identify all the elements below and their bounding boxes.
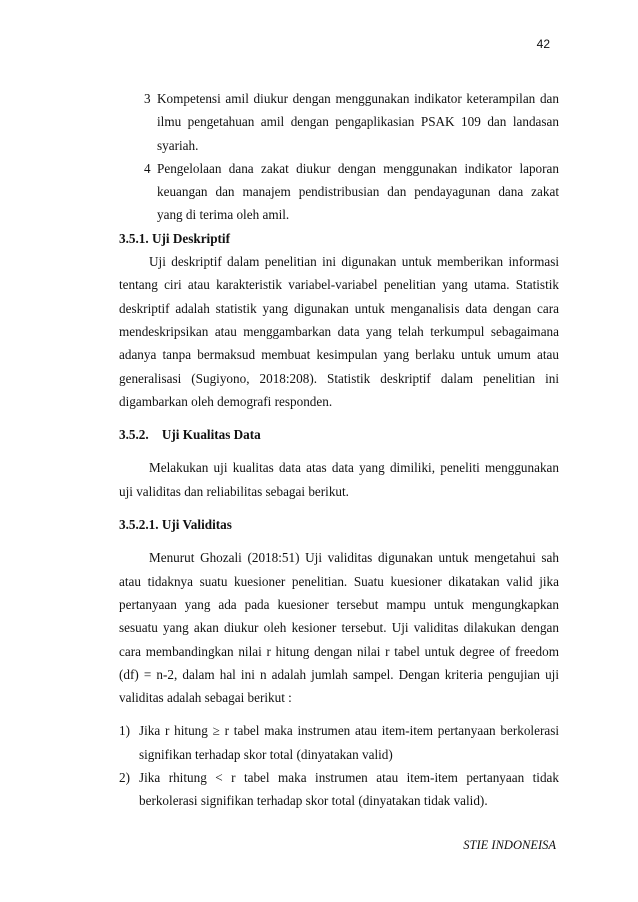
text-line: yang di terima oleh amil. bbox=[157, 207, 290, 223]
section-heading: 3.5.2.1. Uji Validitas bbox=[119, 517, 232, 533]
page-footer: STIE INDONEISA bbox=[463, 838, 556, 852]
text-line: keuangan dan manajem pendistribusian dan pendayagunan dana zakat bbox=[157, 184, 559, 200]
text-line: tentang ciri atau karakteristik variabel-variabel penelitian yang utama. Statistik bbox=[119, 277, 559, 293]
text-line: pertanyaan yang ada pada kuesioner tersebut mampu untuk mengungkapkan bbox=[119, 596, 559, 612]
text-line: digambarkan oleh demografi responden. bbox=[119, 393, 333, 409]
text-line: Kompetensi amil diukur dengan menggunakan indikator keterampilan dan bbox=[157, 91, 559, 106]
text-line: validitas adalah sebagai berikut : bbox=[119, 690, 292, 706]
text-line: mendeskripsikan atau menggambarkan data yang telah terkumpul sebagaimana bbox=[119, 323, 559, 339]
page-content bbox=[119, 87, 559, 813]
text-line: generalisasi (Sugiyono, 2018:208). Statistik deskriptif dalam penelitian ini bbox=[119, 370, 559, 386]
text-line: sesuatu yang akan diukur oleh kesioner tersebut. Uji validitas dilakukan dengan bbox=[119, 620, 559, 636]
text-line: Melakukan uji kualitas data atas data yang dimiliki, peneliti menggunakan bbox=[149, 460, 559, 476]
text-line: syariah. bbox=[157, 137, 199, 153]
list-item-number: 4 bbox=[144, 160, 151, 176]
text-line: Menurut Ghozali (2018:51) Uji validitas digunakan untuk mengetahui sah bbox=[149, 550, 559, 566]
text-line: Jika rhitung < r tabel maka instrumen atau item-item pertanyaan tidak bbox=[139, 770, 559, 786]
list-item bbox=[119, 157, 559, 227]
page-number: 42 bbox=[536, 37, 550, 51]
list-item-number: 3 bbox=[144, 91, 151, 106]
text-line: adanya tanpa bermaksud membuat kesimpulan yang berlaku untuk umum atau bbox=[119, 347, 559, 363]
text-line: Jika r hitung ≥ r tabel maka instrumen atau item-item pertanyaan berkolerasi bbox=[139, 723, 559, 739]
text-line: Uji deskriptif dalam penelitian ini digunakan untuk memberikan informasi bbox=[149, 254, 559, 270]
list-item-number: 1) bbox=[119, 723, 130, 739]
list-item-number: 2) bbox=[119, 770, 130, 786]
text-line: signifikan terhadap skor total (dinyatakan valid) bbox=[139, 746, 393, 762]
text-line: atau tidaknya suatu kuesioner penelitian. Suatu kuesioner dikatakan valid jika bbox=[119, 573, 559, 589]
text-line: cara membandingkan nilai r hitung dengan nilai r tabel untuk degree of freedom bbox=[119, 643, 559, 659]
list-item bbox=[119, 87, 559, 157]
text-line: berkolerasi signifikan terhadap skor total (dinyatakan tidak valid). bbox=[139, 793, 488, 809]
text-line: uji validitas dan reliabilitas sebagai berikut. bbox=[119, 483, 349, 499]
text-line: ilmu pengetahuan amil dengan pengaplikasian PSAK 109 dan landasan bbox=[157, 114, 559, 130]
text-line: deskriptif adalah statistik yang digunakan untuk menganalisis data dengan cara bbox=[119, 300, 559, 316]
section-heading: 3.5.1. Uji Deskriptif bbox=[119, 230, 230, 246]
text-line: (df) = n-2, dalam hal ini n adalah jumlah sampel. Dengan kriteria pengujian uji bbox=[119, 666, 559, 682]
text-line: Pengelolaan dana zakat diukur dengan menggunakan indikator laporan bbox=[157, 160, 559, 176]
section-heading: 3.5.2. Uji Kualitas Data bbox=[119, 427, 261, 443]
list-item bbox=[119, 766, 559, 813]
list-item bbox=[119, 719, 559, 766]
